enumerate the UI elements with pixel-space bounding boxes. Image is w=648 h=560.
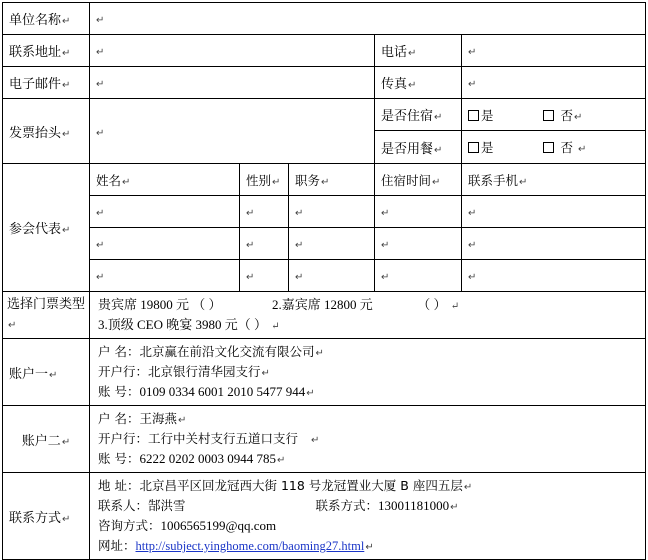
attendee-gender-field[interactable]: ↵ (240, 260, 289, 292)
meal-label: 是否用餐↵ (375, 131, 462, 164)
meal-yes-option[interactable]: 是 (468, 138, 494, 156)
account2-number: 6222 0202 0003 0944 785 (139, 451, 276, 466)
account2-label: 账户二↵ (3, 406, 90, 473)
attendee-position-field[interactable]: ↵ (289, 228, 375, 260)
lodging-no-option[interactable]: 否↵ (543, 106, 582, 124)
attendee-gender-field[interactable]: ↵ (240, 196, 289, 228)
checkbox-icon[interactable] (468, 110, 479, 121)
ticket-option-ceo-dinner[interactable]: 3.顶级 CEO 晚宴 3980 元（ ） (98, 317, 268, 332)
address-label: 联系地址↵ (3, 35, 90, 67)
ticket-options: 贵宾席 19800 元 （ ） 2.嘉宾席 12800 元 （ ） ↵ 3.顶级 CEO 晚宴 3980 元（ ） ↵ (90, 292, 646, 339)
attendee-name-field[interactable]: ↵ (90, 260, 240, 292)
attendee-position-field[interactable]: ↵ (289, 196, 375, 228)
fax-field[interactable]: ↵ (462, 67, 646, 99)
ticket-label: 选择门票类型↵ (3, 292, 90, 339)
registration-form-table (2, 2, 646, 560)
account2-bank: 工行中关村支行五道口支行 (148, 431, 299, 446)
checkbox-icon[interactable] (543, 110, 554, 121)
address-field[interactable]: ↵ (90, 35, 375, 67)
contact-email[interactable]: 1006565199@qq.com (160, 518, 277, 533)
attendee-name-field[interactable]: ↵ (90, 228, 240, 260)
attendee-row (3, 196, 646, 228)
account1-details: 户 名：北京赢在前沿文化交流有限公司↵ 开户行：北京银行清华园支行↵ 账 号：0109 0334 6001 2010 5477 944↵ (90, 339, 646, 406)
row-account-one (3, 339, 646, 406)
row-invoice-lodging (3, 99, 646, 131)
attendee-lodging-time-field[interactable]: ↵ (375, 228, 462, 260)
attendee-mobile-field[interactable]: ↵ (462, 196, 646, 228)
attendee-lodging-time-field[interactable]: ↵ (375, 196, 462, 228)
attendee-header-name: 姓名↵ (90, 164, 240, 196)
account2-name: 王海燕 (139, 411, 177, 426)
lodging-label: 是否住宿↵ (375, 99, 462, 131)
account2-details: 户 名：王海燕↵ 开户行：工行中关村支行五道口支行 ↵ 账 号：6222 0202 0003 0944 785↵ (90, 406, 646, 473)
ticket-option-guest-paren[interactable]: （ ） (417, 297, 447, 312)
lodging-options (462, 99, 646, 131)
meal-options (462, 131, 646, 164)
unit-name-label: 单位名称↵ (3, 3, 90, 35)
attendee-header-mobile: 联系手机↵ (462, 164, 646, 196)
contact-phone: 13001181000 (378, 498, 450, 513)
attendee-mobile-field[interactable]: ↵ (462, 260, 646, 292)
attendee-header-position: 职务↵ (289, 164, 375, 196)
ticket-option-guest[interactable]: 2.嘉宾席 12800 元 (272, 297, 373, 312)
lodging-yes-option[interactable]: 是 (468, 106, 494, 124)
row-address (3, 35, 646, 67)
attendee-mobile-field[interactable]: ↵ (462, 228, 646, 260)
contact-address: 北京昌平区回龙冠西大街 118 号龙冠置业大厦 B 座四五层 (139, 478, 463, 493)
unit-name-field[interactable]: ↵ (90, 3, 646, 35)
ticket-option-vip[interactable]: 贵宾席 19800 元 （ ） (98, 297, 222, 312)
account1-bank: 北京银行清华园支行 (148, 364, 261, 379)
attendee-header-gender: 性别↵ (240, 164, 289, 196)
attendee-row (3, 260, 646, 292)
attendees-label: 参会代表↵ (3, 164, 90, 292)
contact-person: 郜洪雪 (148, 498, 186, 513)
attendee-position-field[interactable]: ↵ (289, 260, 375, 292)
row-ticket (3, 292, 646, 339)
attendee-gender-field[interactable]: ↵ (240, 228, 289, 260)
contact-url-link[interactable]: http://subject.yinghome.com/baoming27.html (135, 539, 365, 553)
invoice-field[interactable]: ↵ (90, 99, 375, 164)
checkbox-icon[interactable] (468, 142, 479, 153)
row-email (3, 67, 646, 99)
attendee-header-lodging-time: 住宿时间↵ (375, 164, 462, 196)
account1-name: 北京赢在前沿文化交流有限公司 (139, 344, 315, 359)
phone-label: 电话↵ (375, 35, 462, 67)
email-label: 电子邮件↵ (3, 67, 90, 99)
account1-number: 0109 0334 6001 2010 5477 944 (139, 384, 306, 399)
row-contact (3, 473, 646, 560)
contact-details: 地 址：北京昌平区回龙冠西大街 118 号龙冠置业大厦 B 座四五层↵ 联系人：郜洪雪 联系方式：13001181000↵ 咨询方式：1006565199@qq.com 网址：http://subject.yinghome.com/baoming27.html↵ (90, 473, 646, 560)
meal-no-option[interactable]: 否 ↵ (543, 138, 586, 156)
email-field[interactable]: ↵ (90, 67, 375, 99)
attendee-lodging-time-field[interactable]: ↵ (375, 260, 462, 292)
invoice-label: 发票抬头↵ (3, 99, 90, 164)
row-unit-name (3, 3, 646, 35)
contact-label: 联系方式↵ (3, 473, 90, 560)
attendee-row (3, 228, 646, 260)
checkbox-icon[interactable] (543, 142, 554, 153)
row-account-two (3, 406, 646, 473)
phone-field[interactable]: ↵ (462, 35, 646, 67)
attendee-name-field[interactable]: ↵ (90, 196, 240, 228)
account1-label: 账户一↵ (3, 339, 90, 406)
fax-label: 传真↵ (375, 67, 462, 99)
row-attendee-header (3, 164, 646, 196)
